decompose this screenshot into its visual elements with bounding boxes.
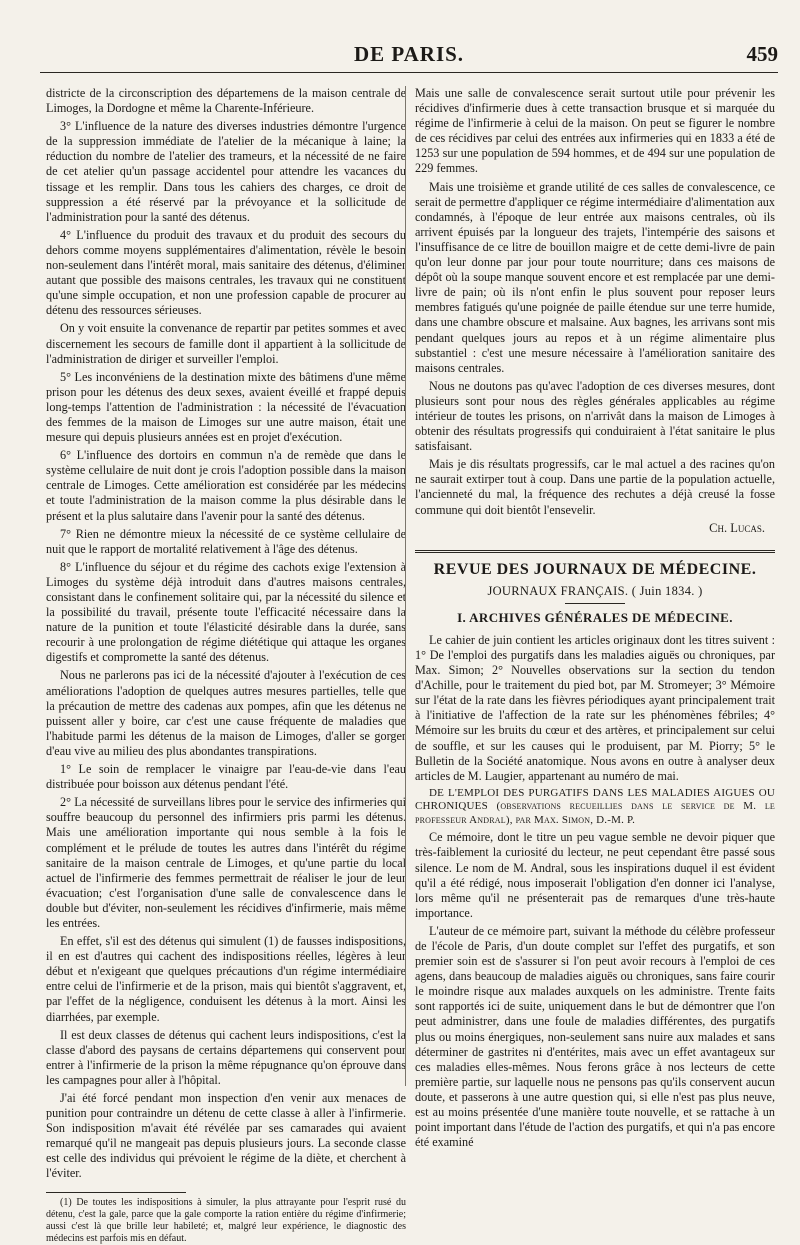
paragraph: Mais une troisième et grande utilité de ces salles de convalescence, ce serait de permettre d'appliquer ce régime intermédiaire d'alimentation aux condamnés, à l'époque de leur entrée aux maisons centrales, où ils arrivent épuisés par la longueur des trajets, l'intempérie des saisons et l'insuffisance de ce litre de bouillon maigre et de cette demi-livre de pain qu'on leur donne par jour pour toute nourriture; dans ces maisons de dépôt où la soupe manque souvent encore et est remplacée par une demi-livre de pain; où ils n'ont enfin le plus souvent pour reposer leurs membres fatigués qu'une poignée de paille étendue sur une terre humide, dans une chambre obscure et malsaine. Aux bagnes, les arrivans sont mis pendant quelques jours au repos et à un régime alimentaire plus substantiel : c'est une mesure nécessaire à l'amélioration sanitaire des maisons centrales.	[415, 179, 775, 375]
paragraph: 8° L'influence du séjour et du régime des cachots exige l'extension à Limoges du système déjà introduit dans d'autres maisons centrales, consistant dans le confinement solitaire qui, par la nécessité du silence et la possibilité du travail, présente toute l'efficacité nécessaire dans la nature de la punition et toute l'élasticité désirable dans la durée, sans recourir à une prolongation de régime diététique qui attaque les organes digestifs et compromette la santé des détenus.	[46, 559, 406, 665]
footnote: (1) De toutes les indispositions à simuler, la plus attrayante pour l'esprit rusé du détenu, c'est la gale, parce que la gale comporte la ration entière du régime d'infirmerie; aussi c'est là que brille leur habileté; et, malgré leur expérience, le diagnostic des médecins est parfois mis en défaut.	[46, 1196, 406, 1244]
header-rule	[40, 72, 778, 73]
article-paragraph: L'auteur de ce mémoire part, suivant la méthode du célèbre professeur de l'école de Paris, d'un doute complet sur l'effet des purgatifs, et son premier soin est de s'assurer si l'on peut avoir recours à l'emploi de ces agens, dans beaucoup de maladies aiguës ou chroniques, sans faire courir le moindre risque aux malades auxquels on les administre. Trente faits sont rapportés ici de suite, uniquement dans le but de démontrer que l'on peut administrer, dans une foule de maladies différentes, des purgatifs plus ou moins énergiques, non-seulement sans nuire aux malades et sans déterminer de gastrites ni d'entérites, mais avec un effet avantageux sur ces maladies elles-mêmes. Nous ferons grâce à nos lecteurs de cette première partie, sur laquelle nous ne pensons pas qu'ils conservent aucun doute, et passerons à une autre question qui, si elle n'est pas plus neuve, est au moins présentée d'une manière toute nouvelle, et se rattache à un point important dans l'étude de l'action des purgatifs, et qui n'a pas encore été examiné	[415, 923, 775, 1150]
paragraph: Nous ne doutons pas qu'avec l'adoption de ces diverses mesures, dont plusieurs sont pour nous des règles générales applicables au régime intérieur de toutes les prisons, on n'arrivât dans la maison de Limoges à obtenir des résultats progressifs qui conduiraient à l'état sanitaire le plus satisfaisant.	[415, 378, 775, 454]
footnote-rule	[46, 1192, 186, 1193]
column-divider	[405, 86, 406, 1086]
paragraph: districte de la circonscription des départemens de la maison centrale de Limoges, la Dordogne et même la Charente-Inférieure.	[46, 86, 406, 116]
right-column	[415, 86, 775, 1150]
paragraph: En effet, s'il est des détenus qui simulent (1) de fausses indispositions, il en est d'autres qui cachent des indispositions réelles, légères à leur début et n'exigeant que quelques précautions d'un régime intermédiaire entre celui de l'infirmerie et de la prison, mais qui bientôt s'aggravent, et, par l'effet de la négligence, conduisent les détenus à la mort. Ainsi les diarrhées, par exemple.	[46, 934, 406, 1024]
paragraph: 1° Le soin de remplacer le vinaigre par l'eau-de-vie dans l'eau distribuée pour boisson aux détenus pendant l'été.	[46, 762, 406, 792]
section-rule	[415, 550, 775, 553]
archives-title: I. ARCHIVES GÉNÉRALES DE MÉDECINE.	[457, 609, 733, 625]
paragraph: 2° La nécessité de surveillans libres pour le service des infirmeries qui souffre beaucoup du personnel des infirmiers pris parmi les détenus. Mais une amélioration importante qui nous semble à la fois le complément et le prélude de toutes les autres dans l'intérêt du régime sanitaire de la maison centrale de Limoges, et qu'une partie du local actuel de l'infirmerie des femmes permettrait de réaliser le jour de leur évacuation; c'est l'organisation d'une salle de convalescence dans le double but d'éviter, non-seulement les récidives d'infirmerie, mais même les entrées.	[46, 795, 406, 930]
paragraph: Mais je dis résultats progressifs, car le mal actuel a des racines qu'on ne saurait extirper tout à coup. Dans une partie de la population actuelle, l'ancienneté du mal, la fréquence des rechutes a déjà creusé la fosse commune qui doit bientôt l'ensevelir.	[415, 457, 775, 517]
intro-paragraph: Le cahier de juin contient les articles originaux dont les titres suivent : 1° De l'emploi des purgatifs dans les maladies aiguës ou chroniques, par Max. Simon; 2° Nouvelles observations sur la section du tendon d'Achille, pour le traitement du pied bot, par M. Stromeyer; 3° Mémoire sur l'état de la rate dans les fièvres périodiques ayant principalement trait à l'initiative de l'affection de la rate sur les phénomènes fébriles; 4° Mémoire sur les bruits du cœur et des artères, et principalement sur celui de souffle, et sur les causes qui le produisent, par M. Piorry; 5° le Bulletin de la Société anatomique. Nous avons en outre à analyser deux articles de M. Laugier, appartenant au numéro de mai.	[415, 632, 775, 783]
signature: Ch. Lucas.	[709, 520, 765, 535]
paragraph: J'ai été forcé pendant mon inspection d'en venir aux menaces de punition pour contraindre un détenu de cette classe à aller à l'infirmerie. Son indisposition m'avait été révélée par ses camarades qui avaient remarqué qu'il ne mangeait pas depuis plusieurs jours. La seconde classe est celle des individus qui prévoient le régime de la diète, et cherchent à l'éviter.	[46, 1091, 406, 1181]
page-header	[40, 40, 778, 74]
section-title: REVUE DES JOURNAUX DE MÉDECINE.	[433, 560, 757, 578]
paragraph: Il est deux classes de détenus qui cachent leurs indispositions, c'est la classe d'abord des paysans de certains départemens qui conservent pour entrer à l'infirmerie de la prison la même répugnance qu'on éprouve dans les campagnes pour aller à l'hôpital.	[46, 1027, 406, 1087]
subtitle-rule	[565, 603, 625, 604]
article-paragraph: Ce mémoire, dont le titre un peu vague semble ne devoir piquer que très-faiblement la curiosité du lecteur, ne peut cependant être passé sous silence. Le nom de M. Andral, sous les inspirations duquel il est évident qu'il a été rédigé, nous imposerait l'obligation d'en donner ici l'analyse, lors même qu'il ne présenterait pas de remarques d'une très-haute importance.	[415, 830, 775, 920]
page-number: 459	[746, 42, 778, 66]
paragraph: 7° Rien ne démontre mieux la nécessité de ce système cellulaire de nuit que le rapport de mortalité relativement à l'âge des détenus.	[46, 526, 406, 556]
paragraph: 3° L'influence de la nature des diverses industries démontre l'urgence de la suppression immédiate de l'atelier de la mécanique à laine; la réduction du nombre de l'atelier des trameurs, et la nécessité de ne faire de cet atelier qu'un passage accidentel pour attendre les vacances du tissage et les remplir. Dans tous les cahiers des charges, ce droit de suppression a été réservé par la prévoyance et la sollicitude de l'administration pour la santé des détenus.	[46, 119, 406, 224]
journal-subtitle: JOURNAUX FRANÇAIS. ( Juin 1834. )	[487, 583, 703, 598]
article-title: DE L'EMPLOI DES PURGATIFS DANS LES MALADIES AIGUES OU CHRONIQUES (observations recueillies dans le service de M. le professeur Andral), par Max. Simon, D.-M. P.	[415, 786, 775, 826]
paragraph: 4° L'influence du produit des travaux et du produit des secours du dehors comme moyens supplémentaires d'alimentation, révèle le besoin non-seulement dans l'intérêt moral, mais sanitaire des détenus, d'éliminer autant que possible des maisons centrales, les travaux qui ne constituent qu'une simple occupation, et non une profession capable de procurer au détenu des ressources sérieuses.	[46, 227, 406, 318]
paragraph: 6° L'influence des dortoirs en commun n'a de remède que dans le système cellulaire de nuit dont je crois l'adoption possible dans la maison centrale de Limoges. Cette amélioration est considérée par les médecins et toute l'administration de la maison comme la plus désirable dans le présent et la plus salutaire dans l'avenir pour la santé des détenus.	[46, 448, 406, 523]
paragraph: On y voit ensuite la convenance de repartir par petites sommes et avec discernement les secours de famille dont il appartient à la sollicitude de l'administration de diriger et surveiller l'emploi.	[46, 321, 406, 366]
paragraph: Nous ne parlerons pas ici de la nécessité d'ajouter à l'exécution de ces améliorations l'adoption de quelques autres mesures partielles, telle que la précaution de mettre des cadenas aux pompes, afin que les détenus ne puissent aller y boire, car c'est une cause fréquente de maladies que l'habitude parmi les détenus de la maison de Limoges, d'aller se gorger d'eau vive au milieu des plus abondantes transpirations.	[46, 668, 406, 758]
left-column	[46, 86, 406, 1244]
paragraph: Mais une salle de convalescence serait surtout utile pour prévenir les récidives d'infirmerie dues à cette transaction brusque et si marquée du régime de l'infirmerie à celui de la maison. On peut se figurer le nombre de ces récidives par celui des entrées aux infirmeries qui en 1833 a été de 1253 sur une population de 594 hommes, et de 494 sur une population de 229 femmes.	[415, 86, 775, 176]
running-title: DE PARIS.	[353, 42, 465, 66]
paragraph: 5° Les inconvéniens de la destination mixte des bâtimens d'une même prison pour les détenus des deux sexes, avaient éveillé et frappé depuis long-temps l'attention de l'administration : la nécessité de l'évacuation des femmes de la maison de Limoges sur une autre maison, était une mesure qui depuis plusieurs années est en projet d'exécution.	[46, 369, 406, 445]
